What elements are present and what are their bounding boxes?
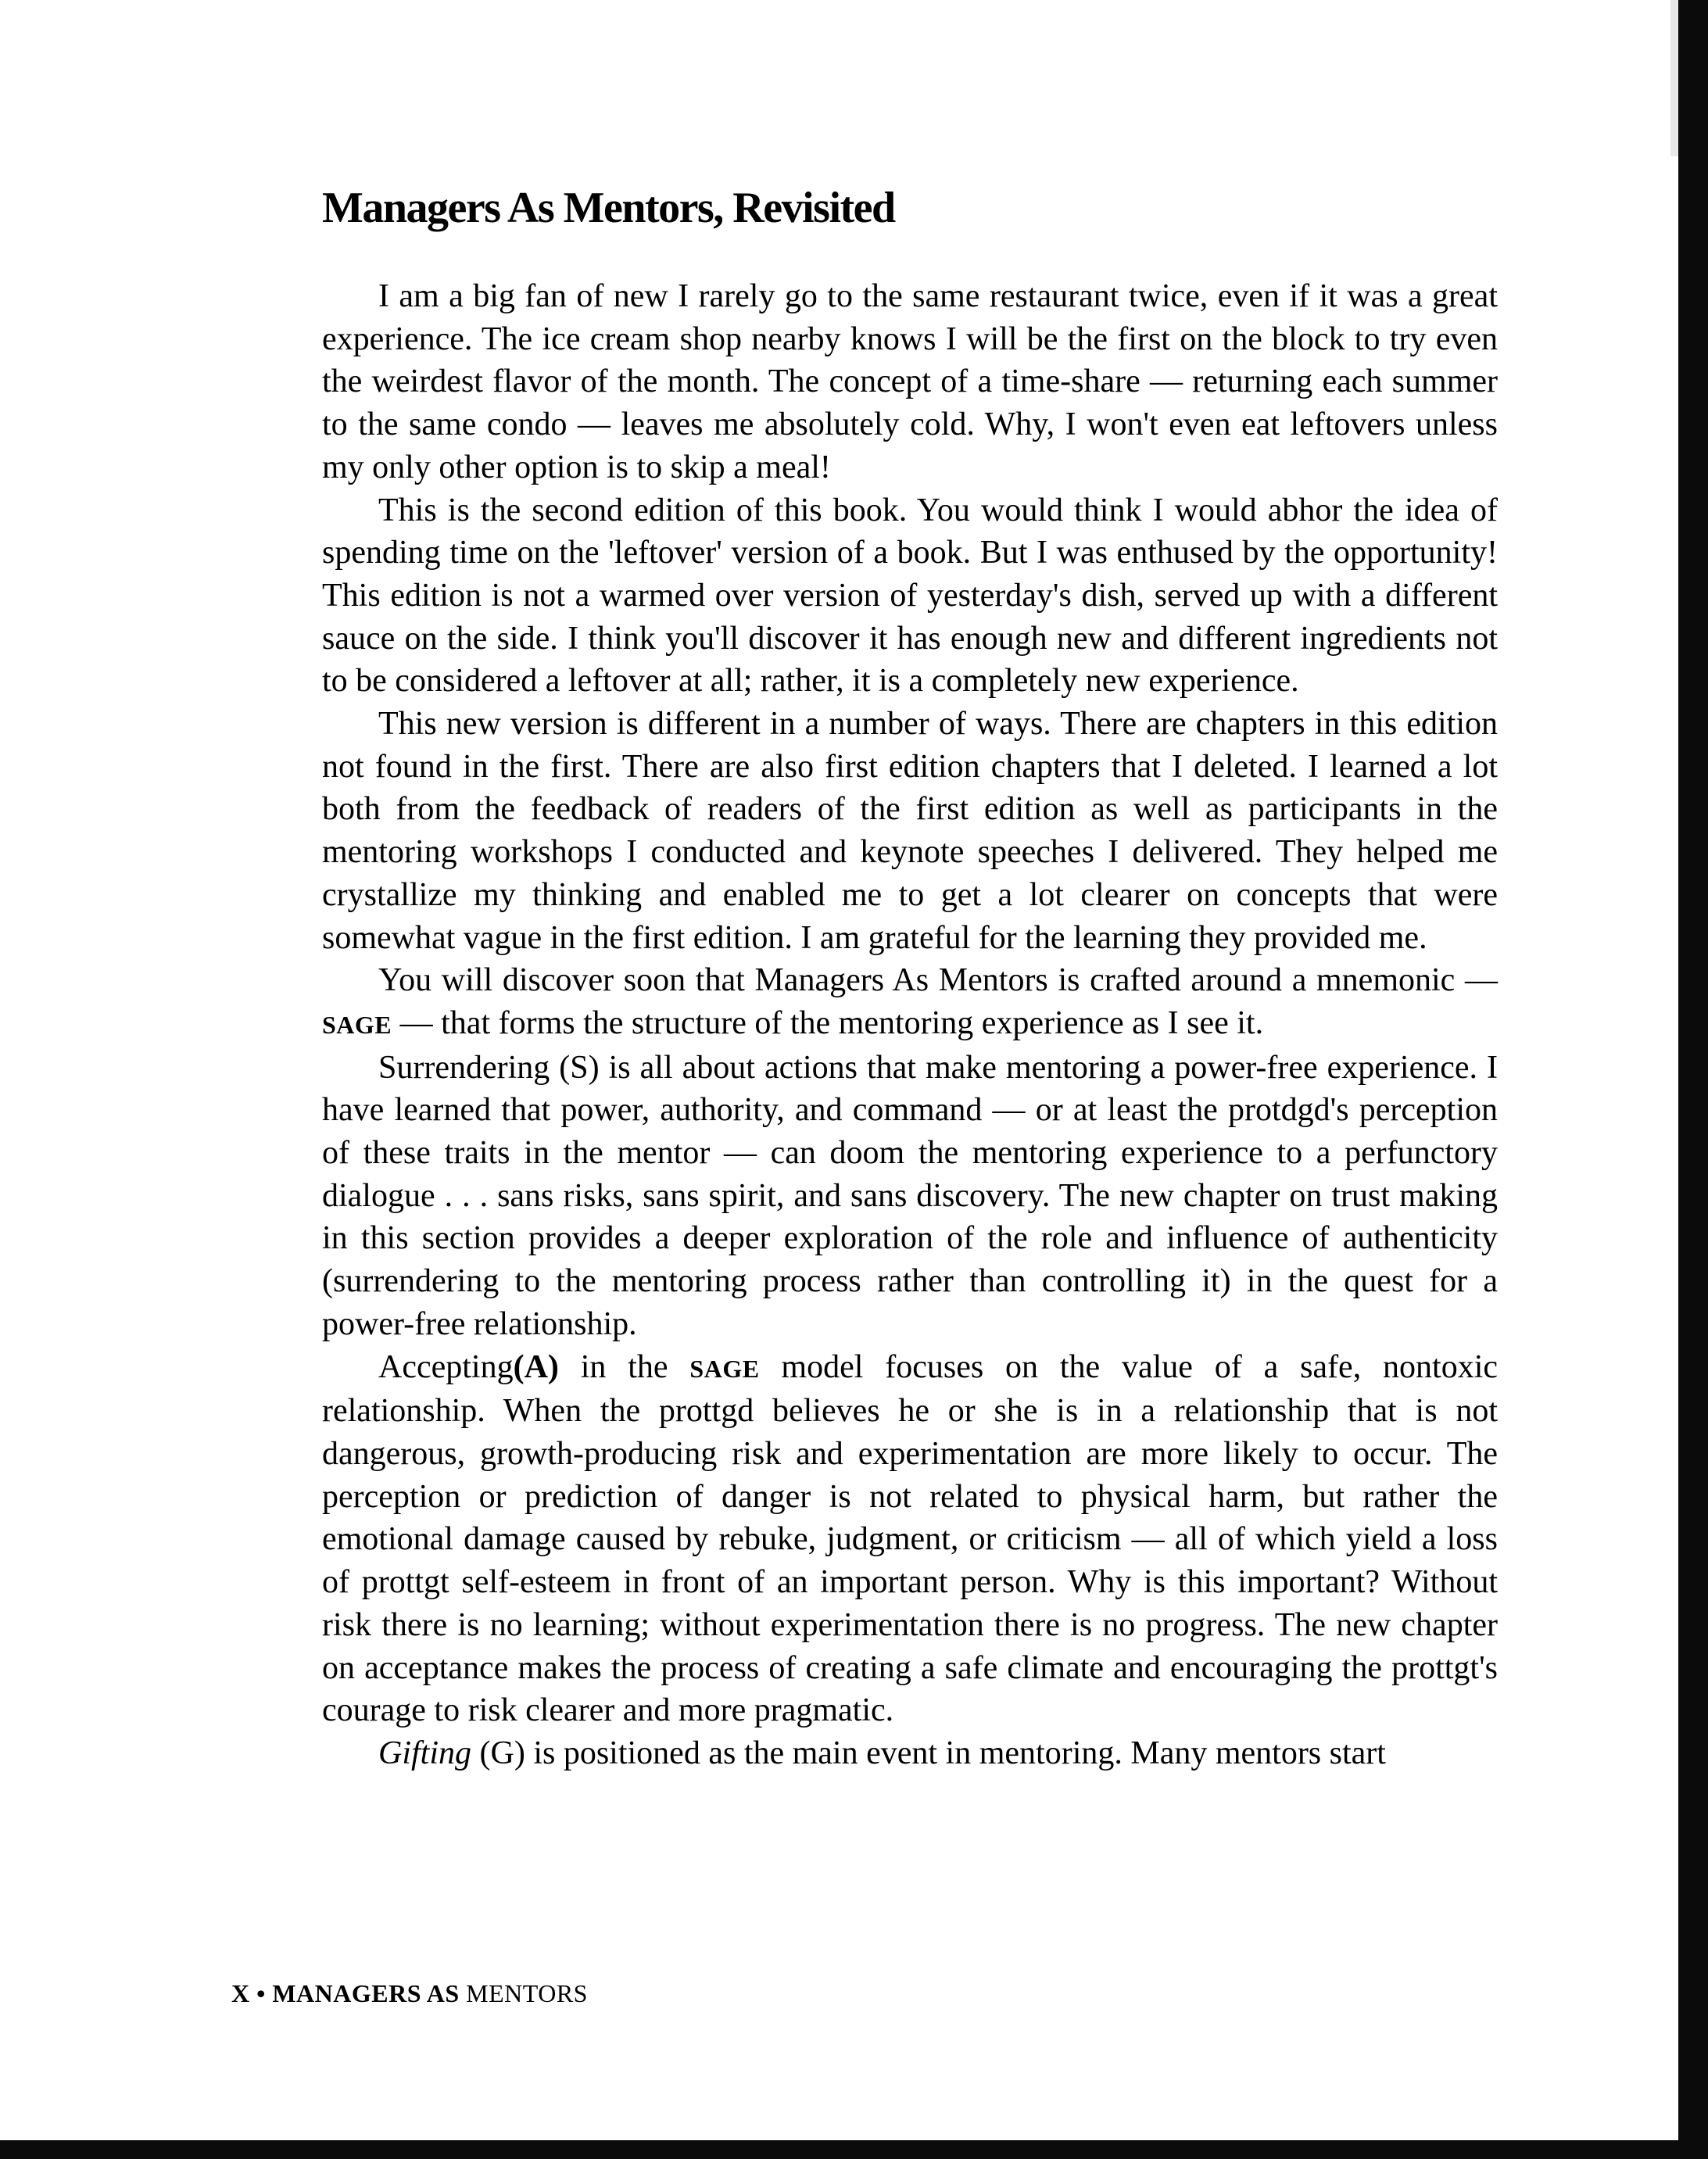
scan-edge-right (1678, 0, 1708, 2159)
footer-title-strong: MANAGERS AS (272, 1979, 460, 2007)
accepting-term: Accepting (378, 1348, 514, 1385)
paragraph-6 (322, 1346, 1498, 1732)
paragraph-4-end: — that forms the structure of the mentoring experience as I see it. (399, 1004, 1264, 1041)
body-text (322, 275, 1498, 1775)
paragraph-4 (322, 959, 1498, 1046)
paragraph-5: Surrendering (S) is all about actions that make mentoring a power-free experience. I have learned that power, authority, and command — or at least the protdgd's perception of these traits in the mentor — can doom the mentoring experience to a perfunctory dialogue . . . sans risks, sans spirit, and sans discovery. The new chapter on trust making in this section provides a deeper exploration of the role and influence of authenticity (surrendering to the mentoring process rather than controlling it) in the quest for a power-free relationship. (322, 1049, 1498, 1342)
running-footer (231, 1978, 588, 2009)
paragraph-3: This new version is different in a number of ways. There are chapters in this edition not found in the first. There are also first edition chapters that I deleted. I learned a lot both from the feedback of readers of the first edition as well as participants in the mentoring workshops I conducted and keynote speeches I delivered. They helped me crystallize my thinking and enabled me to get a lot clearer on concepts that were somewhat vague in the first edition. I am grateful for the learning they provided me. (322, 706, 1498, 956)
sage-acronym-2: SAGE (689, 1354, 760, 1383)
accepting-letter: (A) (513, 1348, 559, 1385)
folio-number: X (231, 1979, 250, 2007)
footer-bullet: • (256, 1979, 266, 2007)
paragraph-7-body: (G) is positioned as the main event in mentoring. Many mentors start (479, 1735, 1386, 1771)
paragraph-2: This is the second edition of this book. You would think I would abhor the idea of spending time on the 'leftover' version of a book. But I was enthused by the opportunity! This edition is not a warmed over version of yesterday's dish, served up with a different sauce on the side. I think you'll discover it has enough new and different ingredients not to be considered a leftover at all; rather, it is a completely new experience. (322, 492, 1498, 700)
footer-title-plain: MENTORS (466, 1979, 588, 2007)
scan-edge-bottom (0, 2140, 1708, 2159)
paragraph-4-start: You will discover soon that Managers As Mentors is crafted around a mnemonic — (378, 962, 1498, 999)
gifting-term: Gifting (378, 1735, 472, 1771)
paragraph-7 (322, 1732, 1498, 1775)
paragraph-6-body: model focuses on the value of a safe, nontoxic relationship. When the prottgd believes he or she is in a relationship that is not dangerous, growth-producing risk and experimentation are more likely to occur. The perception or prediction of danger is not related to physical harm, but rather the emotional damage caused by rebuke, judgment, or criticism — all of which yield a loss of prottgt self-esteem in front of an important person. Why is this important? Without risk there is no learning; without experimentation there is no progress. The new chapter on acceptance makes the process of creating a safe climate and encouraging the prottgt's courage to risk clearer and more pragmatic. (322, 1348, 1499, 1729)
paragraph-1: I am a big fan of new I rarely go to the same restaurant twice, even if it was a great experience. The ice cream shop nearby knows I will be the first on the block to try even the weirdest flavor of the month. The concept of a time-share — returning each summer to the same condo — leaves me absolutely cold. Why, I won't even eat leftovers unless my only other option is to skip a meal! (322, 278, 1498, 485)
page-title: Managers As Mentors, Revisited (322, 184, 895, 232)
paragraph-6-start: in the (580, 1348, 668, 1385)
sage-acronym: SAGE (322, 1010, 392, 1039)
